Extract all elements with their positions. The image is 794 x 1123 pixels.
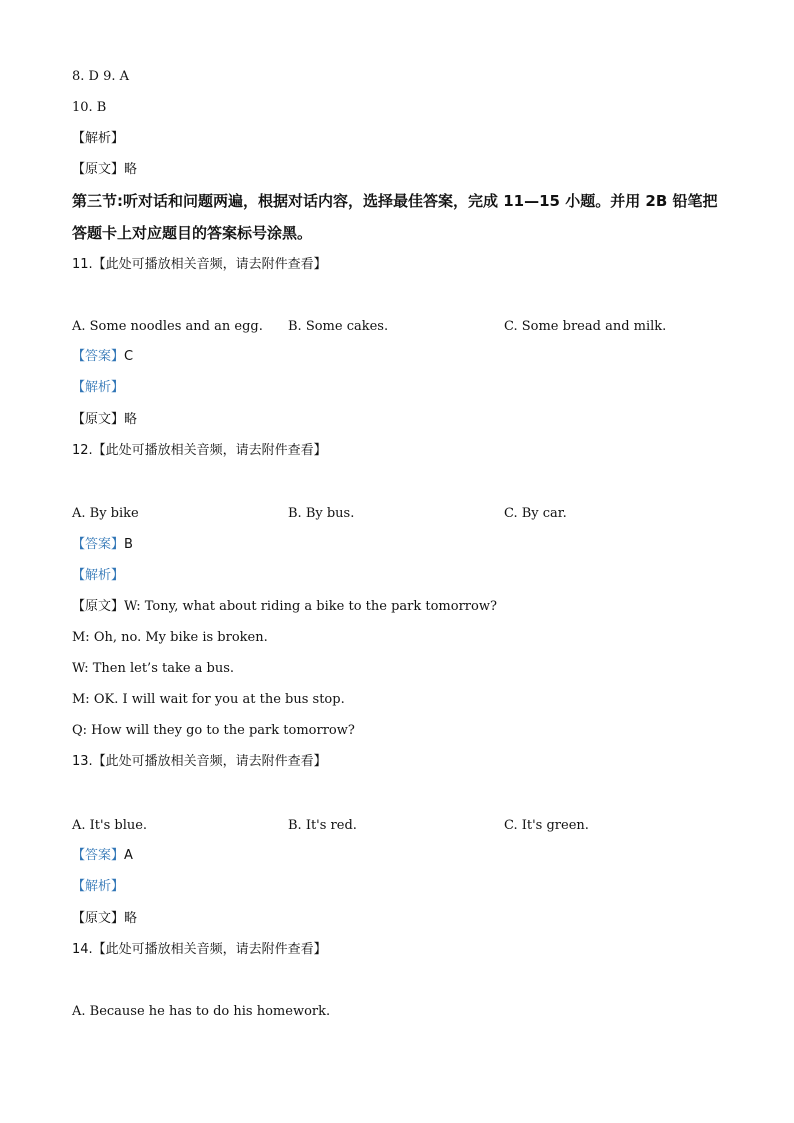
q11-answer [72,348,133,366]
answer-label: 【答案】 [72,848,125,863]
q11-analysis: 【解析】 [72,380,125,395]
q14-option-a: A. Because he has to do his homework. [72,1004,331,1019]
section-3-heading-line-1: 第三节:听对话和问题两遍，根据对话内容，选择最佳答案，完成 11—15 小题。并用 2B 铅笔把 [72,192,718,210]
q11-prompt: 11.【此处可播放相关音频，请去附件查看】 [72,257,327,272]
q12-dialogue-line-2: W: Then let’s take a bus. [72,661,235,676]
q13-option-b: B. It's red. [288,818,357,833]
q12-original: 【原文】W: Tony, what about riding a bike to the park tomorrow? [72,599,497,614]
section-3-heading-line-2: 答题卡上对应题目的答案标号涂黑。 [72,224,313,242]
q12-answer [72,536,133,554]
q11-option-a: A. Some noodles and an egg. [72,319,263,334]
analysis-label: 【解析】 [72,131,125,146]
answers-8-9: 8. D 9. A [72,69,130,84]
q13-prompt: 13.【此处可播放相关音频，请去附件查看】 [72,754,327,769]
q11-original: 【原文】略 [72,412,138,427]
answer-10: 10. B [72,100,107,115]
q14-prompt: 14.【此处可播放相关音频，请去附件查看】 [72,942,327,957]
q12-dialogue-line-1: M: Oh, no. My bike is broken. [72,630,268,645]
q12-dialogue-line-3: M: OK. I will wait for you at the bus stop. [72,692,345,707]
q12-analysis: 【解析】 [72,568,125,583]
q12-dialogue-question: Q: How will they go to the park tomorrow? [72,723,355,738]
q13-option-a: A. It's blue. [72,818,148,833]
answer-label: 【答案】 [72,349,125,364]
answer-value: B [124,537,133,552]
q11-option-b: B. Some cakes. [288,319,389,334]
q13-analysis: 【解析】 [72,879,125,894]
answer-label: 【答案】 [72,537,125,552]
original-text-label: 【原文】略 [72,162,138,177]
answer-value: C [124,349,134,364]
q12-option-c: C. By car. [504,506,567,521]
answer-value: A [124,848,133,863]
q13-option-c: C. It's green. [504,818,589,833]
q12-option-b: B. By bus. [288,506,355,521]
q13-answer [72,847,133,865]
q12-prompt: 12.【此处可播放相关音频，请去附件查看】 [72,443,327,458]
q11-option-c: C. Some bread and milk. [504,319,667,334]
q12-option-a: A. By bike [72,506,139,521]
q13-original: 【原文】略 [72,911,138,926]
